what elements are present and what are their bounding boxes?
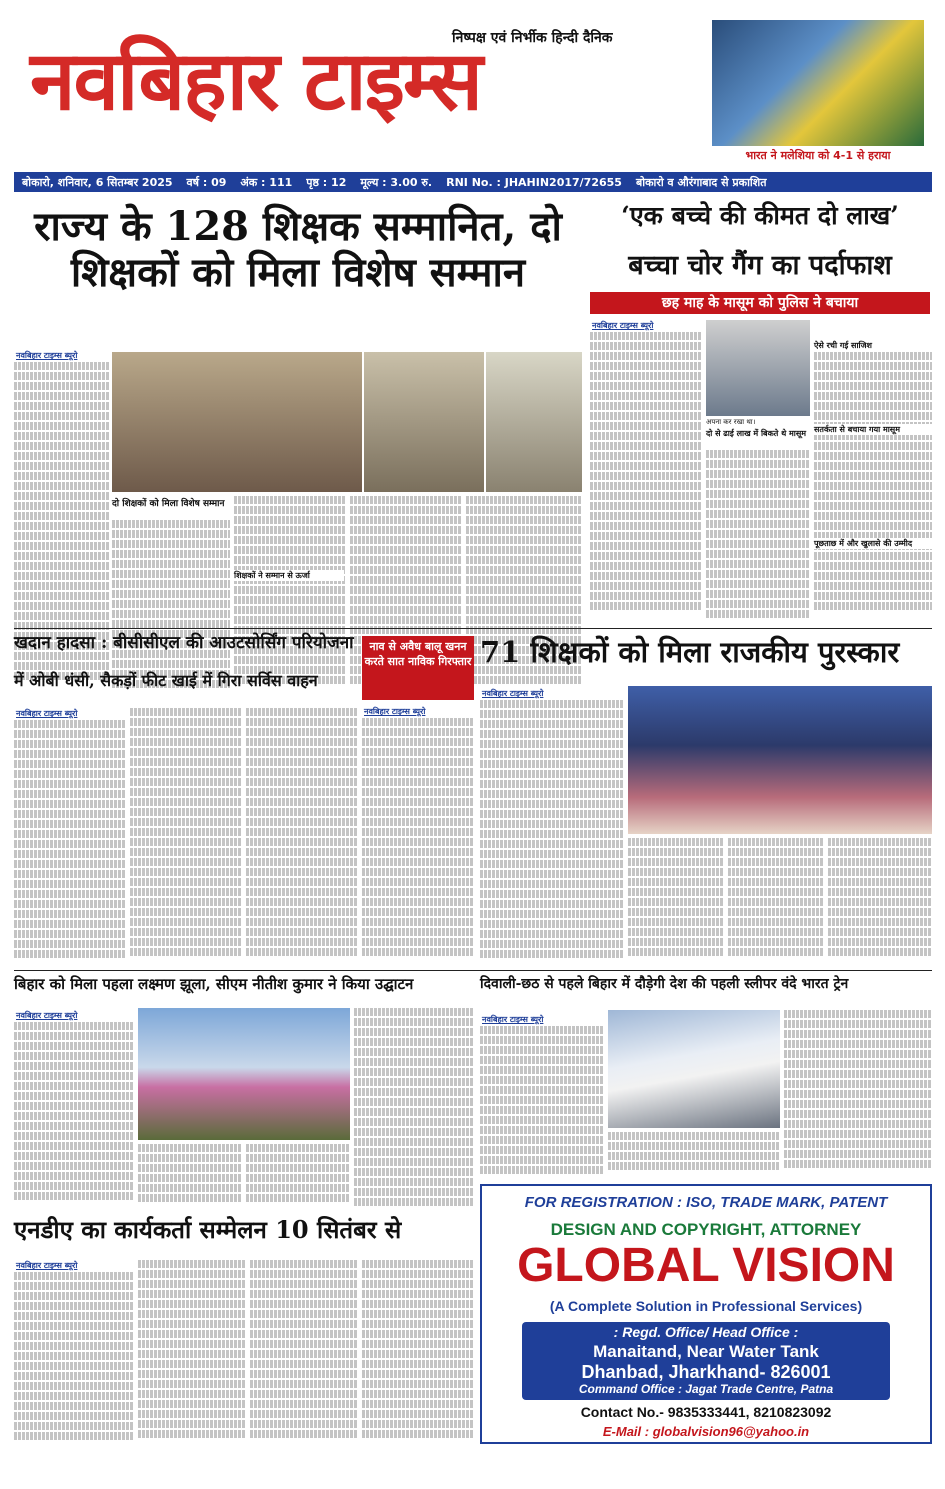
nda-headline: एनडीए का कार्यकर्ता सम्मेलन 10 सितंबर से — [14, 1215, 402, 1244]
childthief-byline: नवबिहार टाइम्स ब्यूरो — [592, 321, 654, 330]
ad-slogan: (A Complete Solution in Professional Services) — [549, 1298, 863, 1314]
year: वर्ष : 09 — [186, 175, 227, 189]
childthief-subhead-1: दो से ढाई लाख में बिकते थे मासूम — [706, 429, 807, 438]
mine-headline-2: में ओबी धंसी, सैकड़ों फीट खाई में गिरा सर्विस वाहन — [14, 671, 318, 690]
published-from: बोकारो व औरंगाबाद से प्रकाशित — [635, 175, 767, 189]
ad-address-1: Manaitand, Near Water Tank — [593, 1342, 819, 1361]
childthief-photo-caption: अपना कर रखा था। — [706, 418, 756, 426]
childthief-text-col2 — [706, 450, 810, 620]
childthief-redbar: छह माह के मासूम को पुलिस ने बचाया — [590, 292, 930, 314]
childthief-text-col1 — [590, 332, 702, 620]
state-award-byline: नवबिहार टाइम्स ब्यूरो — [482, 689, 544, 698]
vande-bharat-train-photo — [608, 1010, 780, 1128]
nda-text-col1 — [14, 1272, 134, 1442]
tagline: निष्पक्ष एवं निर्भीक हिन्दी दैनिक — [452, 30, 613, 46]
state-award-text-col1 — [480, 700, 624, 964]
state-award-headline: 71 शिक्षकों को मिला राजकीय पुरस्कार — [480, 635, 900, 669]
teachers-photo-2 — [364, 352, 484, 492]
train-headline: दिवाली-छठ से पहले बिहार में दौड़ेगी देश की पहली स्लीपर वंदे भारत ट्रेन — [480, 976, 849, 992]
police-officer-photo — [706, 320, 810, 416]
ad-address-2: Dhanbad, Jharkhand- 826001 — [581, 1362, 831, 1382]
global-vision-ad — [480, 1184, 932, 1444]
nda-text-col4 — [362, 1260, 474, 1442]
childthief-headline-1: ‘एक बच्चे की कीमत दो लाख’ — [621, 201, 899, 230]
childthief-subhead-4: पूछताछ में और खुलासे की उम्मीद — [814, 538, 932, 549]
nda-text-col3 — [250, 1260, 358, 1442]
teachers-text-col2 — [112, 520, 230, 692]
train-text-col1 — [480, 1026, 604, 1178]
place-date: बोकारो, शनिवार, 6 सितम्बर 2025 — [22, 175, 173, 189]
childthief-headline-2: बच्चा चोर गैंग का पर्दाफाश — [628, 250, 892, 281]
lakshman-jhula-photo — [138, 1008, 350, 1140]
mine-headline-1: खदान हादसा : बीसीसीएल की आउटसोर्सिंग परियोजना — [14, 633, 354, 653]
lakshman-text-col1 — [14, 1022, 134, 1210]
lakshman-headline: बिहार को मिला पहला लक्ष्मण झूला, सीएम नीतीश कुमार ने किया उद्घाटन — [14, 975, 414, 993]
divider — [14, 628, 932, 629]
teachers-subhead-1: दो शिक्षकों को मिला विशेष सम्मान — [112, 499, 225, 509]
lakshman-text-col3 — [246, 1144, 350, 1210]
childthief-text-col3 — [814, 352, 932, 620]
childthief-subhead-2: ऐसे रची गई साजिश — [814, 341, 872, 350]
ad-office-label: : Regd. Office/ Head Office : — [613, 1324, 799, 1340]
edition-info-bar — [14, 172, 932, 192]
rni-number: RNI No. : JHAHIN2017/72655 — [446, 175, 622, 189]
pages: पृष्ठ : 12 — [306, 175, 347, 189]
train-byline: नवबिहार टाइम्स ब्यूरो — [482, 1015, 544, 1024]
state-award-text-col4 — [828, 838, 932, 964]
nda-byline: नवबिहार टाइम्स ब्यूरो — [16, 1261, 78, 1270]
lakshman-text-col4 — [354, 1008, 474, 1210]
teachers-subhead-2: शिक्षकों ने सम्मान से ऊर्जा — [234, 570, 344, 581]
sand-byline: नवबिहार टाइम्स ब्यूरो — [364, 707, 426, 716]
teachers-photo-1 — [112, 352, 362, 492]
issue: अंक : 111 — [240, 175, 293, 189]
childthief-subhead-3: सतर्कता से बचाया गया मासूम — [814, 424, 932, 435]
train-text-col2 — [608, 1132, 780, 1178]
teachers-photo-3 — [486, 352, 582, 492]
teachers-text-col3 — [234, 496, 346, 692]
state-award-text-col2 — [628, 838, 724, 964]
mine-byline: नवबिहार टाइम्स ब्यूरो — [16, 709, 78, 718]
ad-brand: GLOBAL VISION — [517, 1239, 895, 1292]
hockey-photo — [712, 20, 924, 146]
state-award-text-col3 — [728, 838, 824, 964]
nda-text-col2 — [138, 1260, 246, 1442]
teachers-headline: राज्य के 128 शिक्षक सम्मानित, दो शिक्षकों को मिला विशेष सम्मान — [34, 203, 562, 296]
hockey-photo-caption: भारत ने मलेशिया को 4-1 से हराया — [745, 149, 891, 162]
price: मूल्य : 3.00 रु. — [360, 175, 433, 189]
ad-registration-line: FOR REGISTRATION : ISO, TRADE MARK, PATENT — [524, 1194, 888, 1211]
ad-contact: Contact No.- 9835333441, 8210823092 — [580, 1404, 832, 1420]
ad-design-line: DESIGN AND COPYRIGHT, ATTORNEY — [550, 1220, 862, 1239]
ad-email: E-Mail : globalvision96@yahoo.in — [602, 1424, 810, 1439]
newspaper-logo: नवबिहार टाइम्स — [30, 33, 481, 129]
divider — [14, 970, 932, 971]
mine-text-col1 — [14, 720, 126, 964]
train-text-col3 — [784, 1010, 932, 1178]
ad-command-office: Command Office : Jagat Trade Centre, Patna — [578, 1382, 834, 1396]
sand-headline: नाव से अवैध बालू खनन करते सात नाविक गिरफ्तार — [362, 636, 474, 700]
masthead — [0, 0, 945, 170]
teachers-byline: नवबिहार टाइम्स ब्यूरो — [16, 351, 78, 360]
state-award-photo — [628, 686, 932, 834]
mine-text-col3 — [246, 708, 358, 964]
lakshman-byline: नवबिहार टाइम्स ब्यूरो — [16, 1011, 78, 1020]
sand-text-col1 — [362, 718, 474, 964]
lakshman-text-col2 — [138, 1144, 242, 1210]
mine-text-col2 — [130, 708, 242, 964]
